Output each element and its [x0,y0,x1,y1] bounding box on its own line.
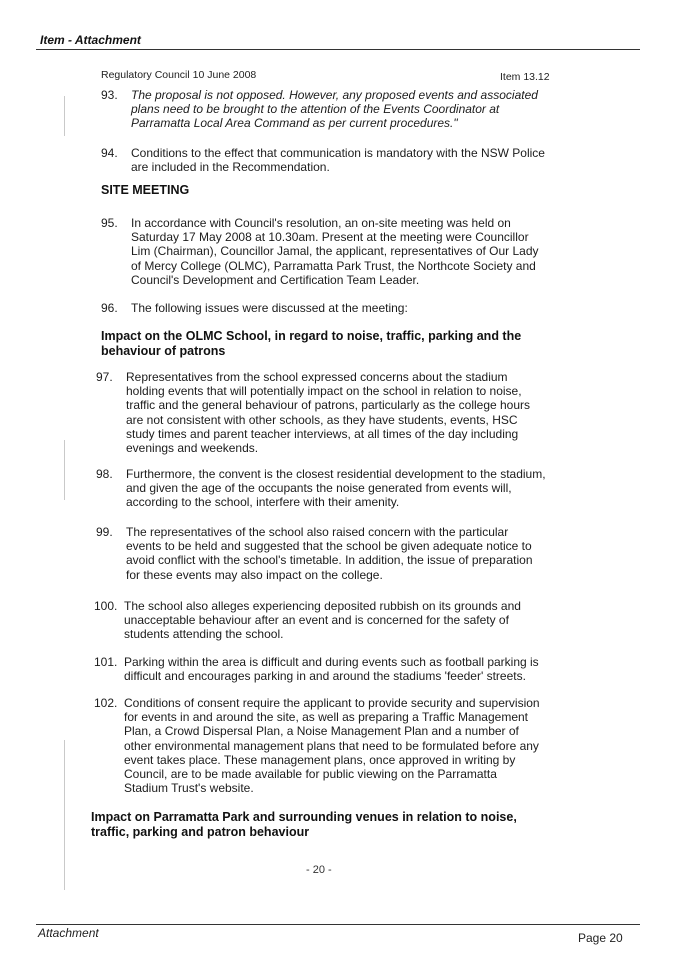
paragraph-93 [101,88,551,131]
paragraph-text: The following issues were discussed at the meeting: [131,301,408,315]
header-title: Item - Attachment [40,33,141,47]
paragraph-99 [96,525,546,582]
paragraph-number: 93. [101,88,118,102]
paragraph-text: Representatives from the school expressed concerns about the stadium holding events that will potentially impact on the school in relation to noise, traffic and the general behaviour of patrons, particularly as the college hours are not consistent with other schools, as they have students, events, HSC study times and parent teacher interviews, at all times of the day including evenings and weekends. [126,370,531,456]
paragraph-100 [94,599,544,642]
paragraph-98 [96,467,551,510]
item-label: Item 13.12 [500,71,550,83]
paragraph-number: 99. [96,525,113,539]
paragraph-text: Conditions to the effect that communication is mandatory with the NSW Police are included in the Recommendation. [131,146,545,175]
meeting-label: Regulatory Council 10 June 2008 [101,69,257,81]
paragraph-96 [101,301,551,315]
scan-mark [64,96,65,136]
paragraph-number: 97. [96,370,113,384]
paragraph-number: 96. [101,301,118,315]
heading-olmc-impact: Impact on the OLMC School, in regard to noise, traffic, parking and the behaviour of patrons [101,329,522,358]
paragraph-95 [101,216,551,287]
paragraph-101 [94,655,544,683]
heading-site-meeting: SITE MEETING [101,183,190,197]
paragraph-97 [96,370,546,455]
paragraph-text: Conditions of consent require the applicant to provide security and supervision for events in and around the site, as well as preparing a Traffic Management Plan, a Crowd Dispersal Plan, a Noise Management Plan and a number of other environmental management plans that need to be formulated before any event takes place. These management plans, once approved in writing by Council, are to be made available for public viewing on the Parramatta Stadium Trust's website. [124,696,540,796]
paragraph-102 [94,696,544,795]
paragraph-number: 98. [96,467,113,481]
scan-mark [64,440,65,500]
paragraph-number: 100. [94,599,118,613]
paragraph-94 [101,146,551,174]
paragraph-number: 101. [94,655,118,669]
paragraph-text: The school also alleges experiencing deposited rubbish on its grounds and unacceptable behaviour after an event and is concerned for the safety of students attending the school. [124,599,521,642]
footer-label: Attachment [38,926,99,940]
scan-mark [64,740,65,890]
heading-park-impact: Impact on Parramatta Park and surrounding venues in relation to noise, traffic, parking and patron behaviour [91,810,517,839]
footer-divider [36,924,640,925]
paragraph-text: The representatives of the school also raised concern with the particular events to be held and suggested that the school be given adequate notice to avoid conflict with the school's timetable. In addition, the issue of preparation for these events may also impact on the college. [126,525,533,582]
paragraph-text: Furthermore, the convent is the closest residential development to the stadium, and given the age of the occupants the noise generated from events will, according to the school, interfere with their amenity. [126,467,546,510]
paragraph-number: 102. [94,696,118,710]
paragraph-text: The proposal is not opposed. However, any proposed events and associated plans need to be brought to the attention of the Events Coordinator at Parramatta Local Area Command as per current procedures." [131,88,538,131]
page-number: - 20 - [306,864,332,876]
paragraph-number: 95. [101,216,118,230]
paragraph-text: Parking within the area is difficult and during events such as football parking is difficult and encourages parking in and around the stadiums 'feeder' streets. [124,655,539,684]
footer-page: Page 20 [578,931,623,945]
paragraph-number: 94. [101,146,118,160]
header-divider [36,49,640,50]
paragraph-text: In accordance with Council's resolution, an on-site meeting was held on Saturday 17 May 2008 at 10.30am. Present at the meeting were Councillor Lim (Chairman), Councillor Jamal, the applicant, representatives of Our Lady of Mercy College (OLMC), Parramatta Park Trust, the Northcote Society and Council's Development and Certification Team Leader. [131,216,539,287]
